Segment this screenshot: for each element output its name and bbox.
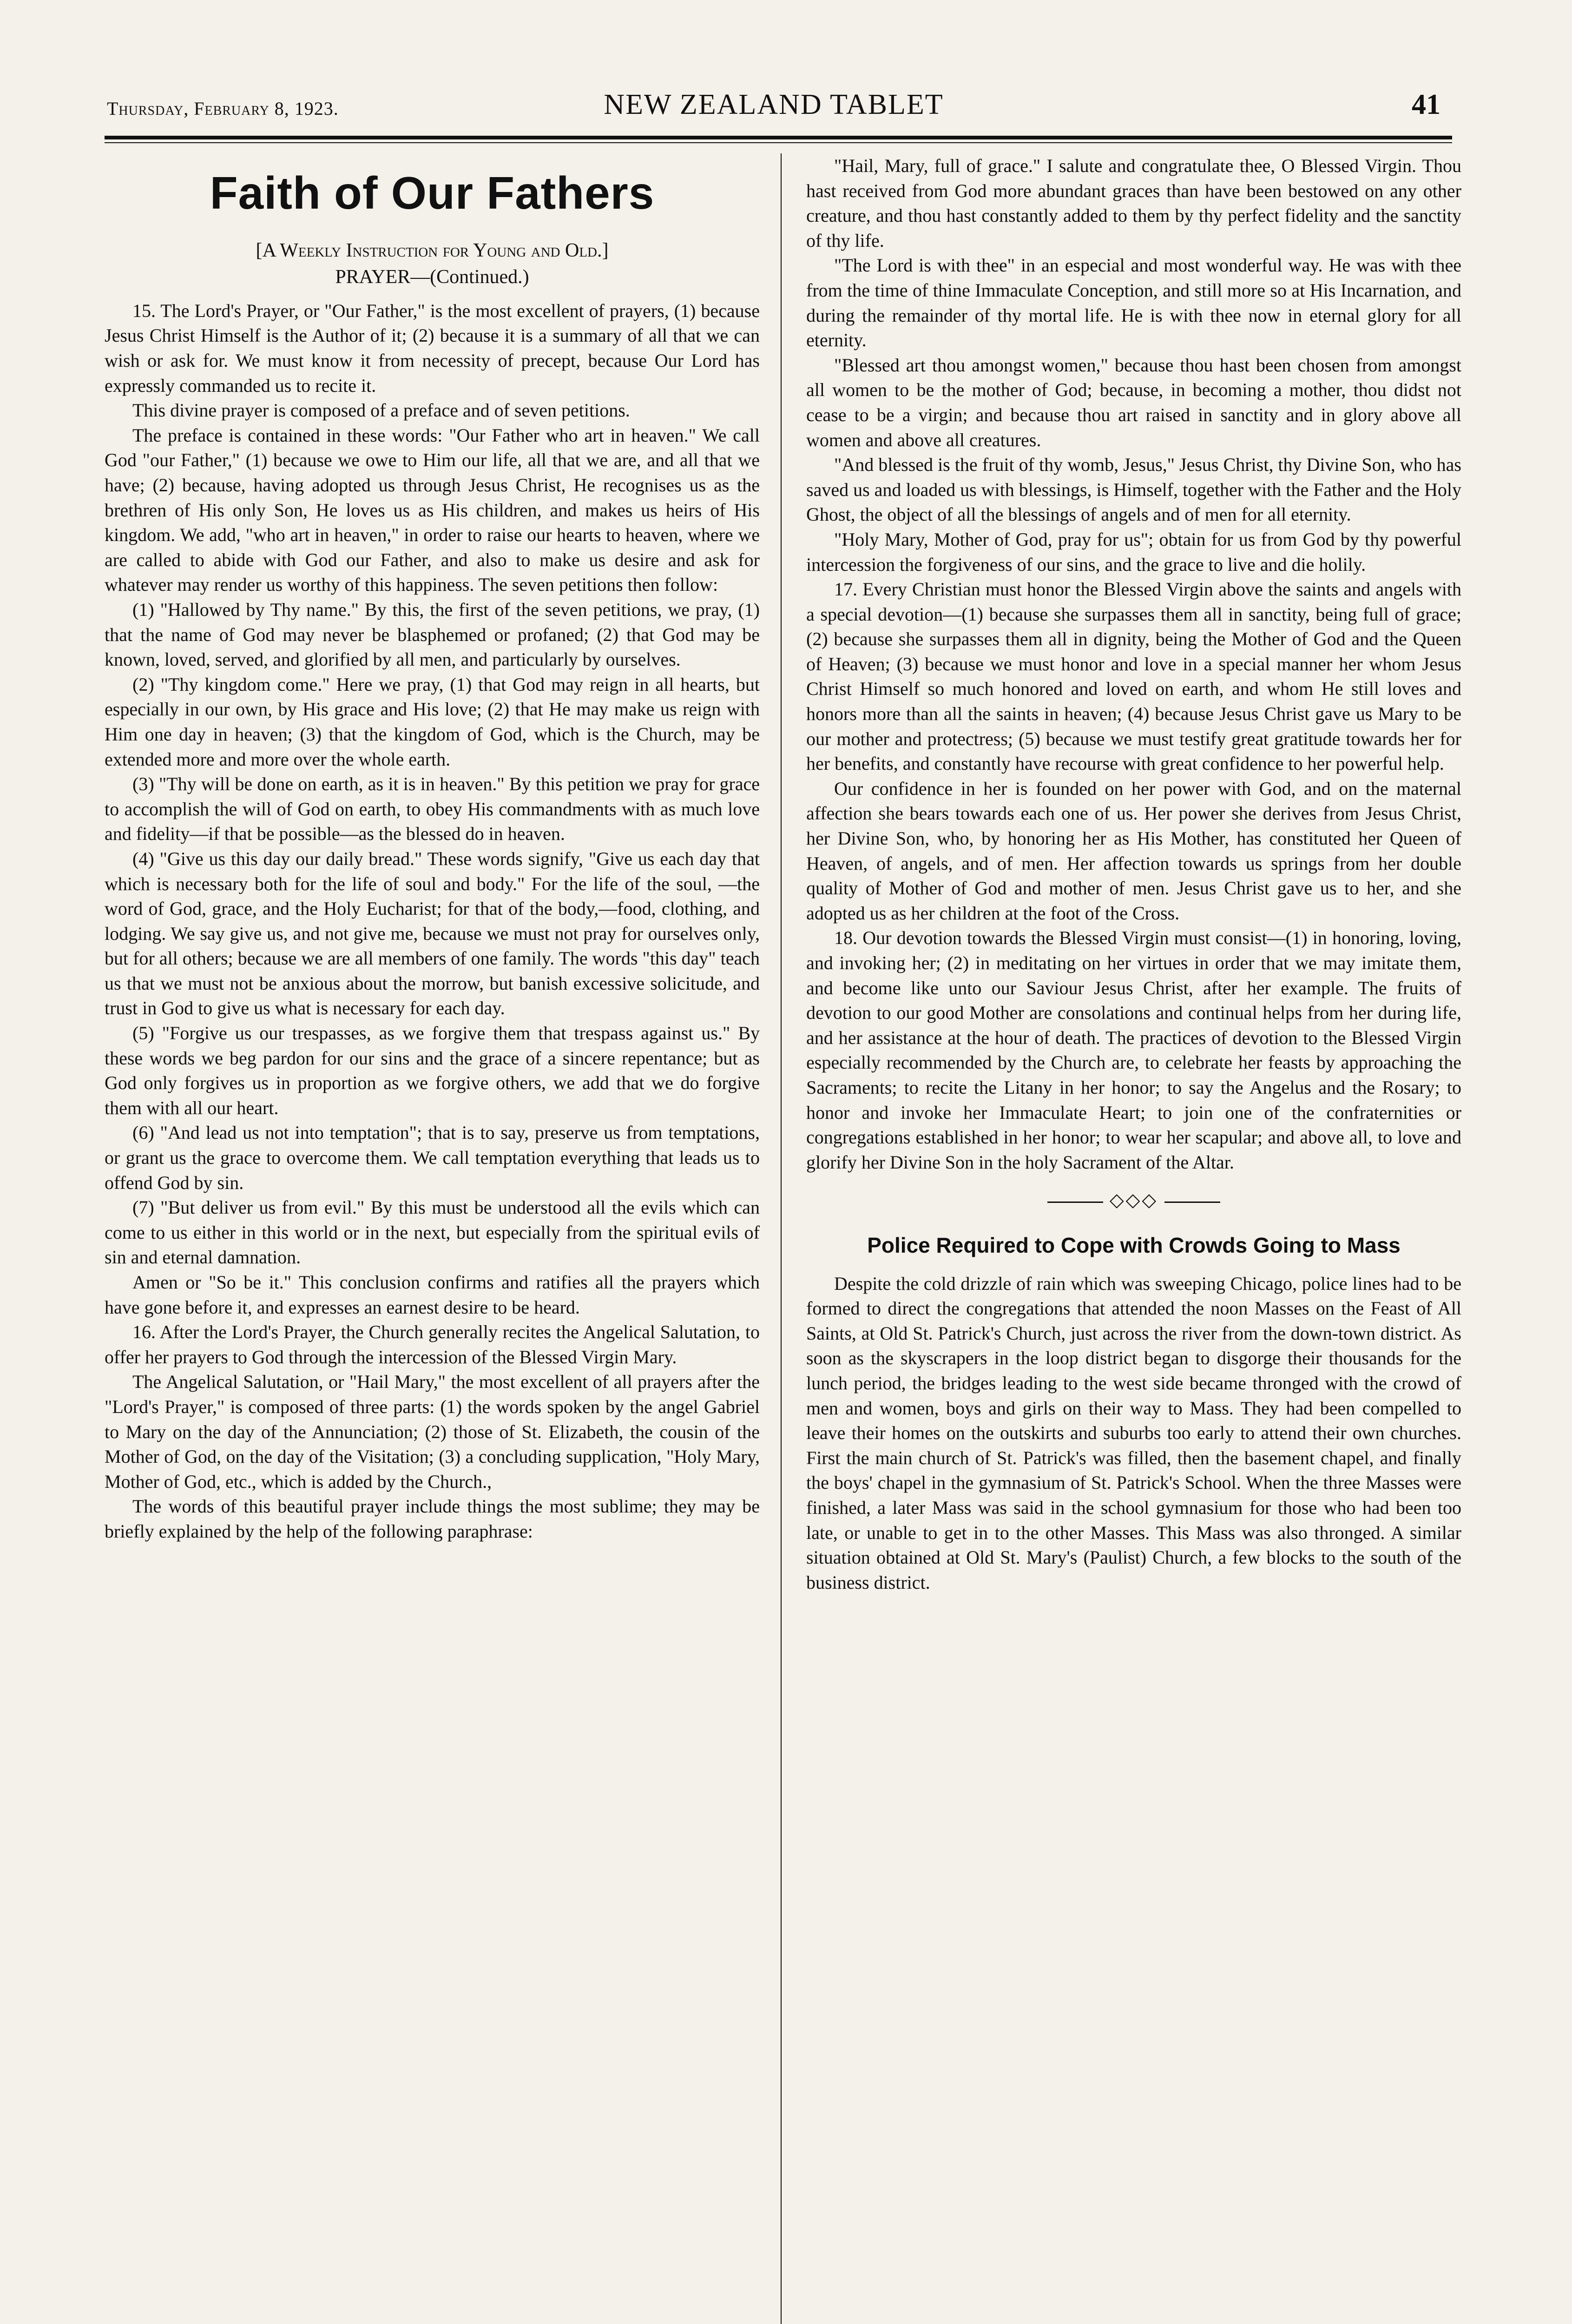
- section-ornament: ◇◇◇: [806, 1188, 1461, 1213]
- header-rule-thick: [105, 136, 1452, 139]
- section-heading: PRAYER—(Continued.): [335, 266, 529, 288]
- paragraph: (5) "Forgive us our trespasses, as we forgive them that trespass against us." By these words we beg pardon for our sins and the grace of a sincere repentance; but as God only forgives us in proportion as we forgive others, we add that we do forgive them with all our heart.: [105, 1023, 760, 1118]
- paragraph: "And blessed is the fruit of thy womb, Jesus," Jesus Christ, thy Divine Son, who has saved us and loaded us with blessings, is Himself, together with the Father and the Holy Ghost, the object of all the blessings of angels and of men for all eternity.: [806, 454, 1461, 525]
- paragraph: (4) "Give us this day our daily bread." These words signify, "Give us each day that which is necessary both for the life of soul and body." For the life of the soul, —the word of God, grace, and the Holy Eucharist; for that of the body,—food, clothing, and lodging. We say give us, and not give me, because we must not pray for ourselves only, but for all others; because we are all members of one family. The words "this day" teach us that we must not be anxious about the morrow, but banish excessive solicitude, and trust in God to give us what is necessary for each day.: [105, 848, 760, 1019]
- article-continuation: [806, 153, 1461, 1175]
- paragraph: (1) "Hallowed by Thy name." By this, the first of the seven petitions, we pray, (1) that the name of God may never be blasphemed or profaned; (2) that God may be known, loved, served, and glorified by all men, and particularly by ourselves.: [105, 599, 760, 670]
- paragraph: The Angelical Salutation, or "Hail Mary," the most excellent of all prayers after the "Lord's Prayer," is composed of three parts: (1) the words spoken by the angel Gabriel to Mary on the day of the Annunciation; (2) those of St. Elizabeth, the cousin of the Mother of God, on the day of the Visitation; (3) a concluding supplication, "Holy Mary, Mother of God, etc., which is added by the Church.,: [105, 1371, 760, 1492]
- paragraph: 18. Our devotion towards the Blessed Virgin must consist—(1) in honoring, loving, and invoking her; (2) in meditating on her virtues in order that we may imitate them, and become like unto our Saviour Jesus Christ, after her example. The fruits of devotion to our good Mother are consolations and continual helps from her during life, and her assistance at the hour of death. The practices of devotion to the Blessed Virgin especially recommended by the Church are, to celebrate her feasts by approaching the Sacraments; to recite the Litany in her honor; to say the Angelus and the Rosary; to honor and invoke her Immaculate Heart; to join one of the confraternities or congregations established in her honor; to wear her scapular; and above all, to love and glorify her Divine Son in the holy Sacrament of the Altar.: [806, 927, 1461, 1173]
- article-subtitle: [A Weekly Instruction for Young and Old.]: [256, 240, 609, 262]
- paragraph: (3) "Thy will be done on earth, as it is in heaven." By this petition we pray for grace to accomplish the will of God on earth, to obey His commandments with as much love and fidelity—if that be possible—as the blessed do in heaven.: [105, 773, 760, 845]
- header-rule-thin: [105, 142, 1452, 143]
- right-column: [806, 153, 1461, 1595]
- column-divider: [781, 153, 782, 2324]
- paragraph: Despite the cold drizzle of rain which was sweeping Chicago, police lines had to be formed to direct the congregations that attended the noon Masses on the Feast of All Saints, at Old St. Patrick's Church, just across the river from the down-town district. As soon as the skyscrapers in the loop district began to disgorge their thousands for the lunch period, the bridges leading to the west side became thronged with the crowd of men and women, boys and girls on their way to Mass. They had been compelled to leave their homes on the outskirts and suburbs too early to attend their own churches. First the main church of St. Patrick's was filled, then the basement chapel, and finally the boys' chapel in the gymnasium of St. Patrick's School. When the three Masses were finished, a later Mass was said in the school gymnasium for those who had been too late, or unable to get in to the other Masses. This Mass was also thronged. A similar situation obtained at Old St. Mary's (Paulist) Church, a few blocks to the south of the business district.: [806, 1273, 1461, 1593]
- article-body: [105, 298, 760, 1544]
- article2-body: [806, 1271, 1461, 1595]
- paragraph: Our confidence in her is founded on her power with God, and on the maternal affection she bears towards each one of us. Her power she derives from Jesus Christ, her Divine Son, who, by honoring her as His Mother, has constituted her Queen of Heaven, of angels, and of men. Her affection towards us springs from her double quality of Mother of God and mother of men. Jesus Christ gave us to her, and she adopted us as her children at the foot of the Cross.: [806, 778, 1461, 924]
- paragraph: 15. The Lord's Prayer, or "Our Father," is the most excellent of prayers, (1) because Jesus Christ Himself is the Author of it; (2) because it is a summary of all that we can wish or ask for. We must know it from necessity of precept, because Our Lord has expressly commanded us to recite it.: [105, 300, 760, 396]
- article2-title: Police Required to Cope with Crowds Going to Mass: [867, 1233, 1401, 1257]
- article-title: Faith of Our Fathers: [210, 167, 655, 218]
- paragraph: This divine prayer is composed of a preface and of seven petitions.: [132, 400, 630, 421]
- paragraph: "Blessed art thou amongst women," because thou hast been chosen from amongst all women to be the mother of God; because, in becoming a mother, thou didst not cease to be a virgin; and because thou art raised in sanctity and in glory above all women and above all creatures.: [806, 354, 1461, 450]
- paragraph: 16. After the Lord's Prayer, the Church generally recites the Angelical Salutation, to offer her prayers to God through the intercession of the Blessed Virgin Mary.: [105, 1321, 760, 1367]
- page-number: 41: [1412, 89, 1440, 120]
- paragraph: The words of this beautiful prayer include things the most sublime; they may be briefly explained by the help of the following paraphrase:: [105, 1496, 760, 1542]
- running-head: [107, 88, 1440, 130]
- paragraph: "Holy Mary, Mother of God, pray for us"; obtain for us from God by thy powerful intercession the forgiveness of our sins, and the grace to live and die holily.: [806, 528, 1461, 575]
- paragraph: "Hail, Mary, full of grace." I salute and congratulate thee, O Blessed Virgin. Thou hast received from God more abundant graces than have been bestowed on any other creature, and thou hast constantly added to them by thy perfect fidelity and the sanctity of thy life.: [806, 155, 1461, 251]
- paragraph: 17. Every Christian must honor the Blessed Virgin above the saints and angels with a special devotion—(1) because she surpasses them all in sanctity, being full of grace; (2) because she surpasses them all in dignity, being the Mother of God and the Queen of Heaven; (3) because we must honor and love in a special manner her whom Jesus Christ Himself so much honored and loved on earth, and whom He still loves and honors more than all the saints in heaven; (4) because Jesus Christ gave us Mary to be our mother and protectress; (5) because we must testify great gratitude towards her for her benefits, and constantly have recourse with great confidence to her powerful help.: [806, 579, 1461, 774]
- issue-date: Thursday, February 8, 1923.: [107, 98, 339, 119]
- left-column: [105, 153, 760, 1544]
- paragraph: (2) "Thy kingdom come." Here we pray, (1) that God may reign in all hearts, but especially in our own, by His grace and His love; (2) that He may make us reign with Him one day in heaven; (3) that the kingdom of God, which is the Church, may be extended more and more over the whole earth.: [105, 673, 760, 770]
- paragraph: (6) "And lead us not into temptation"; that is to say, preserve us from temptations, or grant us the grace to overcome them. We call temptation everything that leads us to offend God by sin.: [105, 1122, 760, 1193]
- paragraph: (7) "But deliver us from evil." By this must be understood all the evils which can come to us either in this world or in the next, but especially from the spiritual evils of sin and eternal damnation.: [105, 1197, 760, 1268]
- paragraph: The preface is contained in these words: "Our Father who art in heaven." We call God "our Father," (1) because we owe to Him our life, all that we are, and all that we have; (2) because, having adopted us through Jesus Christ, He recognises us as the brethren of His only Son, He loves us as His children, and makes us heirs of His kingdom. We add, "who art in heaven," in order to raise our hearts to heaven, where we are called to abide with God our Father, and also to make us desire and ask for whatever may render us worthy of this happiness. The seven petitions then follow:: [105, 424, 760, 595]
- paragraph: "The Lord is with thee" in an especial and most wonderful way. He was with thee from the time of thine Immaculate Conception, and still more so at His Incarnation, and during the remainder of thy mortal life. He is with thee now in eternal glory for all eternity.: [806, 255, 1461, 351]
- paragraph: Amen or "So be it." This conclusion confirms and ratifies all the prayers which have gone before it, and expresses an earnest desire to be heard.: [105, 1272, 760, 1318]
- publication-title: NEW ZEALAND TABLET: [604, 89, 944, 120]
